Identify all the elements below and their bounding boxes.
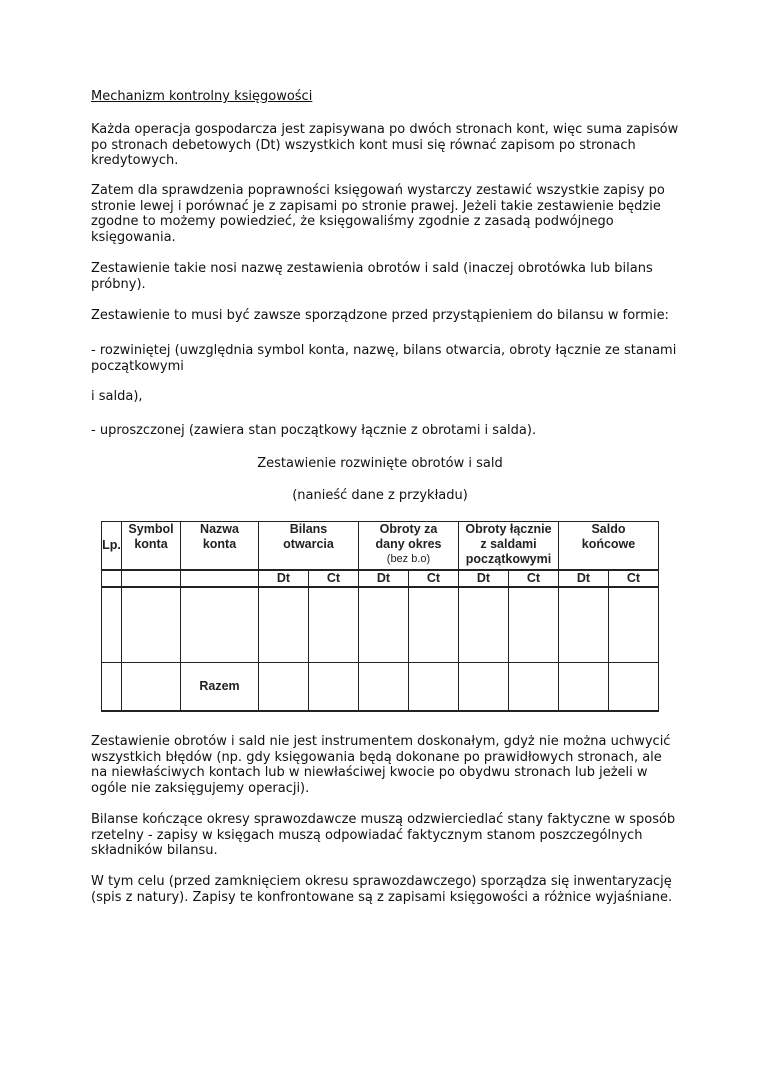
text-line: zgodne to możemy powiedzieć, że księgowaliśmy zgodnie z zasadą podwójnego xyxy=(91,214,614,229)
paragraph xyxy=(91,389,731,405)
paragraph xyxy=(91,734,731,796)
text-line: Zestawienie obrotów i sald nie jest instrumentem doskonałym, gdyż nie można uchwycić xyxy=(91,734,671,749)
table-note: (nanieść dane z przykładu) xyxy=(292,488,468,503)
text-line: Każda operacja gospodarcza jest zapisywana po dwóch stronach kont, więc suma zapisów xyxy=(91,122,679,137)
table-row-total xyxy=(102,663,659,711)
text-line: na niewłaściwych kontach lub w niewłaściwej kwocie po obydwu stronach lub jeżeli w xyxy=(91,765,648,780)
table-heading: Zestawienie rozwinięte obrotów i sald xyxy=(257,456,503,471)
dt-header: Dt xyxy=(259,570,309,587)
paragraph xyxy=(91,874,731,905)
text-line: wszystkich błędów (np. gdy księgowania będą dokonane po prawidłowych stronach, ale xyxy=(91,749,662,765)
text-line: W tym celu (przed zamknięciem okresu sprawozdawczego) sporządza się inwentaryzację xyxy=(91,874,672,889)
paragraph xyxy=(91,183,731,245)
col-obroty-lacznie: Obroty łącznie z saldami początkowymi xyxy=(459,522,559,570)
col-saldo-koncowe: Saldo końcowe xyxy=(559,522,659,570)
paragraph xyxy=(91,812,731,859)
text-line: Zestawienie takie nosi nazwę zestawienia obrotów i sald (inaczej obrotówka lub bilans xyxy=(91,261,653,276)
text-line: ogóle nie zaksięgujemy operacji). xyxy=(91,780,310,796)
col-bilans-otwarcia: Bilans otwarcia xyxy=(259,522,359,570)
text-line: - rozwiniętej (uwzględnia symbol konta, nazwę, bilans otwarcia, obroty łącznie ze stanami xyxy=(91,343,677,358)
ct-header: Ct xyxy=(509,570,559,587)
col-nazwa: Nazwa konta xyxy=(181,522,259,570)
text-line: rzetelny - zapisy w księgach muszą odpowiadać faktycznym stanom poszczególnych xyxy=(91,827,643,843)
text-line: (spis z natury). Zapisy te konfrontowane są z zapisami księgowości a różnice wyjaśniane. xyxy=(91,889,673,905)
ct-header: Ct xyxy=(309,570,359,587)
dt-header: Dt xyxy=(359,570,409,587)
text-line: księgowania. xyxy=(91,229,176,245)
text-line: Zatem dla sprawdzenia poprawności księgowań wystarczy zestawić wszystkie zapisy po xyxy=(91,183,665,198)
paragraph xyxy=(91,261,731,292)
text-line: początkowymi xyxy=(91,358,184,374)
total-label: Razem xyxy=(181,663,259,711)
text-line: składników bilansu. xyxy=(91,843,218,858)
text-line: Zestawienie to musi być zawsze sporządzone przed przystąpieniem do bilansu w formie: xyxy=(91,308,669,323)
text-line: po stronach debetowych (Dt) wszystkich kont musi się równać zapisom po stronach xyxy=(91,137,636,153)
text-line: próbny). xyxy=(91,276,146,292)
text-line: Bilanse kończące okresy sprawozdawcze muszą odzwierciedlać stany faktyczne w sposób xyxy=(91,812,676,827)
ct-header: Ct xyxy=(609,570,659,587)
paragraph xyxy=(91,122,731,169)
dt-header: Dt xyxy=(559,570,609,587)
dt-header: Dt xyxy=(459,570,509,587)
paragraph xyxy=(91,343,731,374)
col-obroty-okres: Obroty za dany okres (bez b.o) xyxy=(359,522,459,570)
ct-header: Ct xyxy=(409,570,459,587)
text-line: - uproszczonej (zawiera stan początkowy łącznie z obrotami i salda). xyxy=(91,423,537,438)
col-lp: Lp. xyxy=(102,522,122,570)
table-row-empty xyxy=(102,587,659,663)
turnover-balance-table xyxy=(101,521,659,712)
document-title: Mechanizm kontrolny księgowości xyxy=(91,89,313,104)
col-symbol: Symbol konta xyxy=(122,522,181,570)
paragraph xyxy=(91,423,731,439)
paragraph xyxy=(91,308,731,324)
text-line: i salda), xyxy=(91,389,143,404)
text-line: kredytowych. xyxy=(91,153,179,168)
text-line: stronie lewej i porównać je z zapisami po stronie prawej. Jeżeli takie zestawienie będzie xyxy=(91,198,661,214)
